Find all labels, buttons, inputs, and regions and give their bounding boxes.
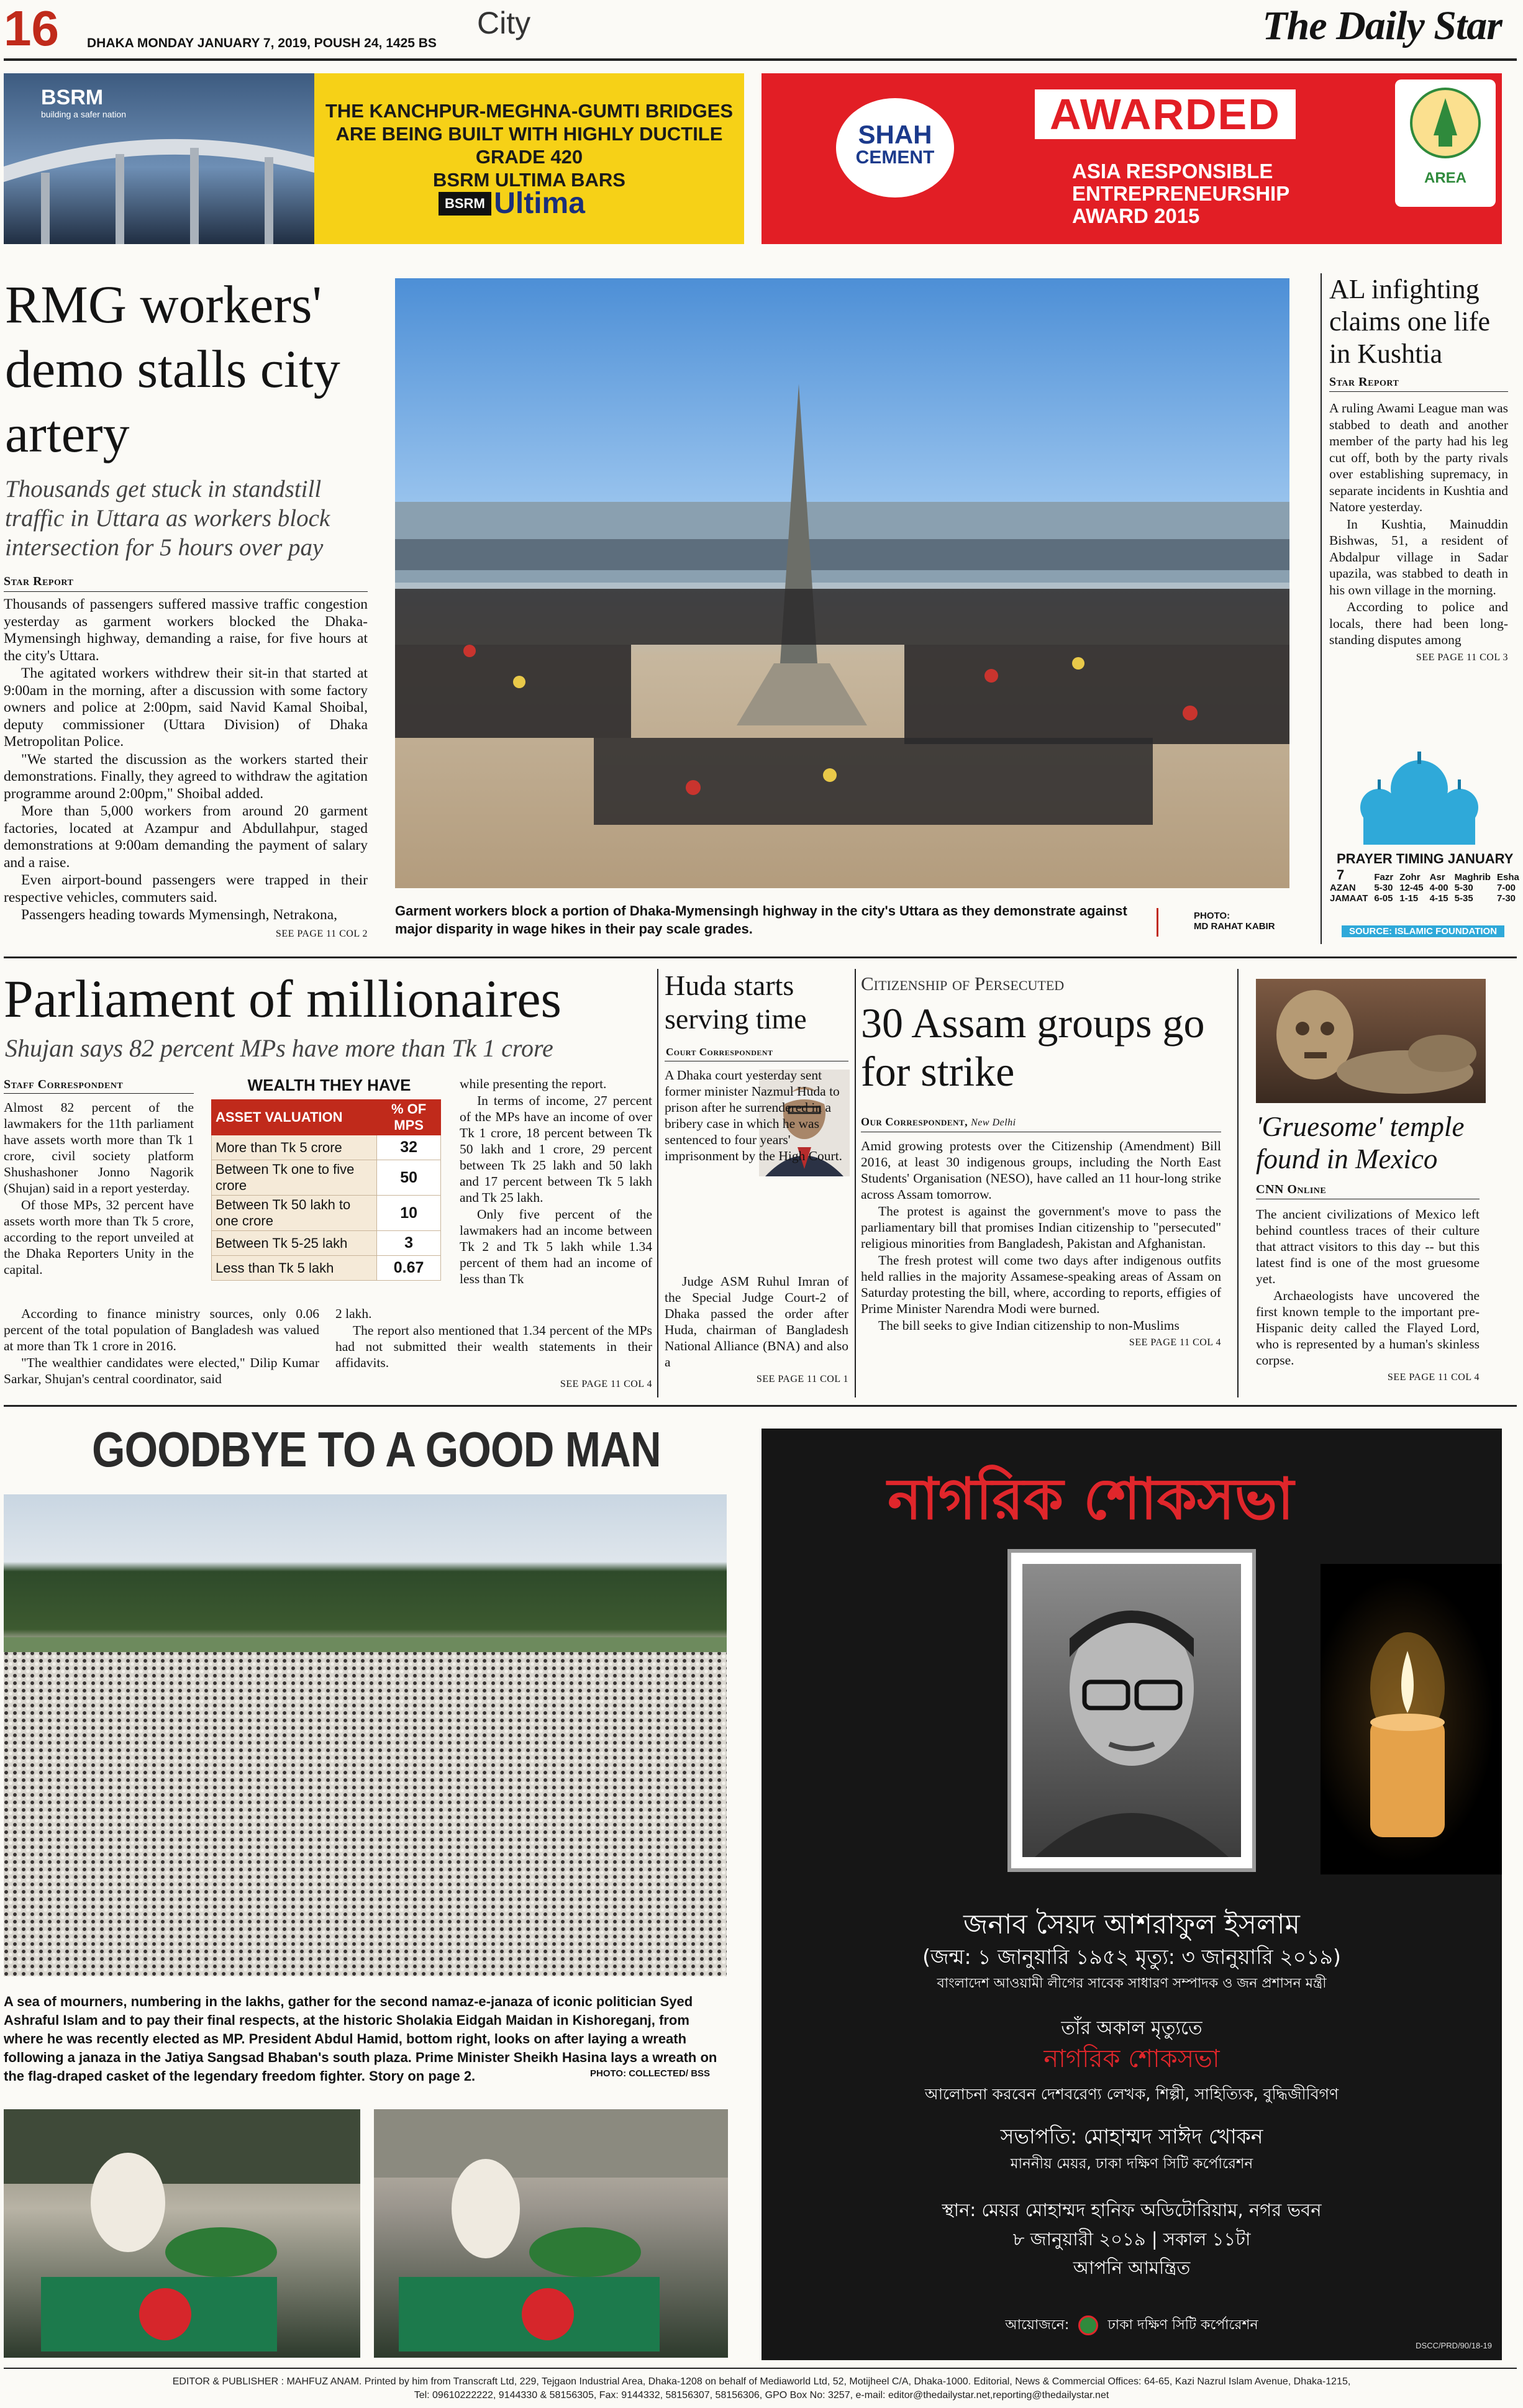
- shoksabha-organizer-line: [762, 2313, 1502, 2338]
- huda-column-rule: [657, 969, 658, 1397]
- prayer-title: PRAYER TIMING JANUARY 7: [1337, 851, 1514, 883]
- wealth-value: 50: [377, 1160, 441, 1196]
- shoksabha-organizer-label: আয়োজনে:: [1005, 2317, 1070, 2333]
- shah-logo-line1: SHAH: [858, 120, 932, 149]
- dateline: DHAKA MONDAY JANUARY 7, 2019, POUSH 24, 1425 BS: [87, 36, 437, 50]
- rmg-body: [4, 596, 368, 942]
- parliament-headline: Parliament of millionaires: [4, 969, 562, 1029]
- prayer-time: 5-30: [1454, 883, 1473, 893]
- kushtia-column-rule: [1321, 273, 1322, 944]
- prayer-jamaat-label: JAMAAT: [1330, 893, 1368, 904]
- wealth-table: [211, 1099, 441, 1281]
- award-line1: ASIA RESPONSIBLE: [1072, 160, 1273, 183]
- credit-bar: [1157, 908, 1158, 937]
- footer-line1: EDITOR & PUBLISHER : MAHFUZ ANAM. Printed by him from Transcraft Ltd, 229, Tejgaon Industrial Area, Dhaka-1208 on behalf of Mediaworld Ltd, 52, Motijheel C/A, Dhaka-1000. Editorial, News & Commercial Offices: 64-65, Kazi Nazrul Islam Avenue, Dhaka-1215,: [172, 2376, 1351, 2387]
- assam-headline: 30 Assam groups go for strike: [861, 999, 1205, 1095]
- prayer-time: 7-00: [1496, 883, 1516, 893]
- prayer-col: Asr: [1429, 872, 1445, 883]
- prayer-col: Maghrib: [1454, 872, 1491, 883]
- ultima-logo: [439, 186, 637, 224]
- wealth-value: 0.67: [377, 1256, 441, 1281]
- wealth-value: 3: [377, 1231, 441, 1256]
- parliament-col1: [4, 1099, 194, 1278]
- parliament-paragraph: Almost 82 percent of the lawmakers for the 11th parliament have assets worth more than Tk 1 crore, civil society platform Shushashoner Jonno Nagorik (Shujan) said in a report yesterday.: [4, 1100, 194, 1196]
- goodbye-credit: PHOTO: COLLECTED/ BSS: [590, 2068, 711, 2079]
- prayer-source: SOURCE: ISLAMIC FOUNDATION: [1342, 925, 1504, 937]
- table-row: [212, 1160, 441, 1196]
- huda-paragraph: A Dhaka court yesterday sent former minister Nazmul Huda to prison after he surrendered in a bribery case in which he was sentenced to four years' imprisonment by the High Court.: [665, 1068, 843, 1163]
- assam-dateline: New Delhi: [971, 1117, 1016, 1128]
- assam-byline-name: Our Correspondent,: [861, 1115, 968, 1128]
- huda-headline: Huda starts serving time: [665, 970, 807, 1035]
- parliament-deck: Shujan says 82 percent MPs have more than Tk 1 crore: [5, 1034, 553, 1062]
- shah-cement-ad[interactable]: [762, 73, 1502, 244]
- eidgah-janaza-photo: [4, 1494, 727, 1976]
- footer-line2: Tel: 09610222222, 9144330 & 58156305, Fax: 9144332, 58156307, 58156306, GPO Box No: 3257, e-mail: editor@thedailystar.net,reporting@thedailystar.net: [414, 2390, 1109, 2401]
- portrait-silhouette: [1022, 1564, 1241, 1857]
- assam-paragraph: The bill seeks to give Indian citizenship to non-Muslims: [878, 1318, 1180, 1333]
- assam-column-rule: [855, 969, 856, 1397]
- kushtia-byline-rule: [1329, 391, 1508, 392]
- bsrm-tagline: building a safer nation: [41, 109, 126, 119]
- prayer-time: 4-15: [1429, 893, 1448, 904]
- wealth-table-title: WEALTH THEY HAVE: [247, 1076, 411, 1094]
- huda-see-page[interactable]: SEE PAGE 11 COL 1: [756, 1374, 848, 1384]
- parliament-paragraph: 2 lakh.: [335, 1306, 372, 1321]
- wealth-label: More than Tk 5 crore: [212, 1135, 377, 1160]
- wealth-label: Between Tk 5-25 lakh: [212, 1231, 377, 1256]
- rmg-deck: Thousands get stuck in standstill traffic in Uttara as workers block intersection for 5 hours over pay: [5, 476, 330, 561]
- huda-byline: Court Correspondent: [666, 1046, 773, 1058]
- huda-body-top: [665, 1067, 843, 1165]
- mexico-temple-photo: [1256, 979, 1486, 1103]
- rmg-photo-caption: Garment workers block a portion of Dhaka-Mymensingh highway in the city's Uttara as they demonstrate against major disparity in wage hikes in their pay scale grades.: [395, 903, 1127, 937]
- shah-logo-line2: CEMENT: [855, 147, 935, 168]
- ultima-logo-bsrm: BSRM: [439, 192, 491, 216]
- rmg-byline: Star Report: [4, 575, 74, 588]
- prayer-time: 12-45: [1399, 883, 1424, 893]
- kushtia-see-page[interactable]: SEE PAGE 11 COL 3: [1416, 652, 1508, 663]
- shoksabha-role: বাংলাদেশ আওয়ামী লীগের সাবেক সাধারণ সম্পাদক ও জন প্রশাসন মন্ত্রী: [937, 1976, 1327, 1991]
- prayer-col: Zohr: [1399, 872, 1421, 883]
- stone-carving: [1256, 979, 1486, 1103]
- mexico-byline: CNN Online: [1256, 1183, 1327, 1196]
- rmg-paragraph: Thousands of passengers suffered massive traffic congestion yesterday as garment workers blocked the Dhaka-Mymensingh highway, demanding a raise, for five hours at the city's Uttara.: [4, 596, 368, 664]
- rmg-paragraph: The agitated workers withdrew their sit-in that started at 9:00am in the morning, after a discussion with some factory owners and police at 2:00pm, said Navid Kamal Shoibal, deputy commissioner (Uttara Division) of Dhaka Metropolitan Police.: [4, 665, 368, 750]
- assam-paragraph: The fresh protest will come two days after indigenous outfits held rallies in the majority Assamese-speaking areas of Assam on Saturday protesting the bill, where, according to reports, effigies of Prime Minister Narendra Modi were burned.: [861, 1253, 1221, 1316]
- shoksabha-line3: আলোচনা করবেন দেশবরেণ্য লেখক, শিল্পী, সাহিত্যিক, বুদ্ধিজীবিগণ: [924, 2085, 1339, 2103]
- mexico-paragraph: Archaeologists have uncovered the first known temple to the important pre-Hispanic deity called the Flayed Lord, who is represented by a human's skinless corpse.: [1256, 1288, 1480, 1368]
- prayer-col: Esha: [1496, 872, 1519, 883]
- area-logo-text: AREA: [1424, 170, 1466, 186]
- prayer-time: 5-30: [1374, 883, 1393, 893]
- prayer-time: 7-30: [1496, 893, 1516, 904]
- mexico-see-page[interactable]: SEE PAGE 11 COL 4: [1387, 1372, 1480, 1383]
- shoksabha-name: জনাব সৈয়দ আশরাফুল ইসলাম: [963, 1909, 1300, 1940]
- wealth-label: Between Tk 50 lakh to one crore: [212, 1196, 377, 1231]
- rmg-paragraph: Even airport-bound passengers were trapped in their respective vehicles, commuters said.: [4, 872, 368, 906]
- rmg-photo-credit: [1194, 911, 1275, 932]
- pm-wreath-photo: [4, 2109, 360, 2358]
- president-wreath-photo: [374, 2109, 728, 2358]
- table-row: [212, 1256, 441, 1281]
- assam-body: [861, 1138, 1221, 1351]
- kushtia-paragraph: In Kushtia, Mainuddin Bishwas, 51, a resident of Abdalpur village in Sadar upazila, was stabbed to death in his own village in the morning.: [1329, 516, 1508, 597]
- ultima-logo-text: Ultima: [494, 187, 585, 220]
- mexico-paragraph: The ancient civilizations of Mexico left behind countless traces of their culture that attract visitors to this day -- but this latest find is one of the most gruesome yet.: [1256, 1207, 1480, 1286]
- parliament-col2: [335, 1306, 652, 1371]
- shoksabha-code: DSCC/PRD/90/18-19: [1416, 2341, 1492, 2350]
- bridge-photo: [4, 73, 314, 244]
- uttara-protest-photo: [395, 278, 1289, 888]
- syed-ashraful-islam-portrait: [1022, 1564, 1241, 1857]
- parliament-paragraph: In terms of income, 27 percent of the MPs have an income of over Tk 1 crore, 18 percent between Tk 50 lakh and 1 crore, 29 percent between Tk 25 lakh and 50 lakh and 17 percent between Tk 5 lakh and Tk 25 lakh.: [460, 1093, 652, 1205]
- candle-icon: [1321, 1564, 1502, 1874]
- parliament-byline-rule: [4, 1093, 194, 1094]
- kushtia-paragraph: A ruling Awami League man was stabbed to death and another member of the party had his leg cut off, both by the party rivals over establishing supremacy, in separate incidents in Kushtia and Natore yesterday.: [1329, 401, 1508, 514]
- assam-paragraph: Amid growing protests over the Citizenship (Amendment) Bill 2016, at least 30 indigenous groups, including the North East Students' Organisation (NESO), have called an 11 hour-long strike across Assam tomorrow.: [861, 1138, 1221, 1202]
- footer-rule: [4, 2368, 1517, 2369]
- assam-byline: [861, 1115, 1016, 1129]
- parliament-col1-bottom: [4, 1306, 319, 1388]
- wealth-label: Between Tk one to five crore: [212, 1160, 377, 1196]
- assam-paragraph: The protest is against the government's move to pass the parliamentary bill that promises Indian citizenship to "persecuted" religious minorities from Bangladesh, Pakistan and Afghanistan.: [861, 1204, 1221, 1251]
- mexico-body: [1256, 1206, 1480, 1386]
- bsrm-headline: [314, 99, 744, 191]
- wealth-value: 10: [377, 1196, 441, 1231]
- goodbye-caption: A sea of mourners, numbering in the lakhs, gather for the second namaz-e-janaza of iconic politician Syed Ashraful Islam and to pay their final respects, at the historic Sholakia Eidgah Maidan in Kishoreganj, from where he was recently elected as MP. President Abdul Hamid, bottom right, looks on after laying a wreath following a janaza in the Jatiya Sangsad Bhaban's south plaza. Prime Minister Sheikh Hasina lays a wreath on the flag-draped casket of the legendary freedom fighter. Story on page 2.: [4, 1994, 717, 2084]
- shoksabha-title: নাগরিক শোকসভা: [887, 1466, 1294, 1532]
- wreath-scene-1: [4, 2109, 360, 2358]
- bsrm-headline-line2: ARE BEING BUILT WITH HIGHLY DUCTILE GRADE 420: [335, 123, 723, 168]
- section-label: City: [477, 6, 531, 40]
- rmg-photo-credit-label: PHOTO:: [1194, 911, 1230, 921]
- prayer-time: 1-15: [1399, 893, 1419, 904]
- parliament-paragraph: Only five percent of the lawmakers had an income between Tk 2 and Tk 5 lakh while 1.34 percent of them had an income of less than Tk: [460, 1207, 652, 1286]
- wealth-table-header: [212, 1100, 441, 1135]
- huda-body: [665, 1273, 848, 1388]
- parliament-paragraph: According to finance ministry sources, only 0.06 percent of the total population of Bangladesh was valued at more than Tk 1 crore in 2016.: [4, 1306, 319, 1353]
- goodbye-headline: GOODBYE TO A GOOD MAN: [92, 1422, 661, 1477]
- wealth-value: 32: [377, 1135, 441, 1160]
- shoksabha-dates: (জন্ম: ১ জানুয়ারি ১৯৫২ মৃত্যু: ৩ জানুয়ারি ২০১৯): [922, 1945, 1341, 1969]
- table-row: [212, 1231, 441, 1256]
- shoksabha-ad[interactable]: [762, 1429, 1502, 2360]
- kushtia-body: [1329, 400, 1508, 666]
- header-rule: [4, 58, 1517, 61]
- rmg-photo-credit-name: MD RAHAT KABIR: [1194, 921, 1275, 932]
- bsrm-brand: BSRM: [41, 86, 104, 109]
- parliament-paragraph: while presenting the report.: [460, 1076, 607, 1091]
- bsrm-headline-line3: BSRM ULTIMA BARS: [433, 169, 625, 191]
- rmg-paragraph: More than 5,000 workers from around 20 garment factories, located at Azampur and Abdullahpur, staged demonstrations at 9:00am demanding the payment of salary and a raise.: [4, 803, 368, 871]
- shoksabha-date-time: ৮ জানুয়ারী ২০১৯ | সকাল ১১টা: [1012, 2229, 1251, 2250]
- dscc-logo-icon: [1078, 2315, 1098, 2335]
- wealth-col-asset: ASSET VALUATION: [212, 1100, 377, 1135]
- shoksabha-venue: স্থান: মেয়র মোহাম্মদ হানিফ অডিটোরিয়াম, নগর ভবন: [942, 2199, 1322, 2220]
- award-name: [1072, 160, 1289, 227]
- wealth-label: Less than Tk 5 lakh: [212, 1256, 377, 1281]
- shoksabha-organizer: ঢাকা দক্ষিণ সিটি কর্পোরেশন: [1107, 2317, 1258, 2333]
- prayer-azan-row: [1327, 883, 1522, 893]
- assam-kicker: Citizenship of Persecuted: [861, 973, 1065, 994]
- parliament-paragraph: The report also mentioned that 1.34 percent of the MPs had not submitted their wealth statements in their affidavits.: [335, 1323, 652, 1370]
- parliament-paragraph: "The wealthier candidates were elected," Dilip Kumar Sarkar, Shujan's central coordinator, said: [4, 1355, 319, 1386]
- rmg-paragraph: Passengers heading towards Mymensingh, Netrakona,: [21, 907, 338, 923]
- parliament-paragraph: Of those MPs, 32 percent have assets worth more than Tk 5 crore, according to the report unveiled at the Dhaka Reporters Unity in the capital.: [4, 1197, 194, 1277]
- prayer-jamaat-row: [1327, 893, 1522, 904]
- rmg-paragraph: "We started the discussion as the workers started their demonstrations. Finally, they agreed to withdraw the agitation programme around 2:00pm," Shoibal added.: [4, 751, 368, 802]
- prayer-time: 5-35: [1454, 893, 1473, 904]
- protest-scene: [395, 278, 1289, 888]
- mexico-column-rule: [1237, 969, 1239, 1397]
- parliament-col3: [460, 1076, 652, 1288]
- page-number: 16: [4, 1, 59, 56]
- prayer-time: 6-05: [1374, 893, 1393, 904]
- shah-logo: [836, 98, 954, 198]
- award-line3: AWARD 2015: [1072, 204, 1200, 227]
- rmg-byline-rule: [4, 591, 368, 592]
- table-row: [212, 1196, 441, 1231]
- award-line2: ENTREPRENEURSHIP: [1072, 182, 1290, 205]
- crowd-scene: [4, 1494, 727, 1976]
- huda-paragraph: Judge ASM Ruhul Imran of the Special Judge Court-2 of Dhaka passed the order after Huda, chairman of Bangladesh National Alliance (BNA) and also a: [665, 1274, 848, 1370]
- bsrm-headline-line1: THE KANCHPUR-MEGHNA-GUMTI BRIDGES: [325, 100, 734, 122]
- shoksabha-chair: সভাপতি: মোহাম্মদ সাঈদ খোকন: [1000, 2124, 1263, 2148]
- wreath-scene-2: [374, 2109, 728, 2358]
- parliament-byline: Staff Correspondent: [4, 1078, 124, 1091]
- candle-panel: [1321, 1564, 1502, 1874]
- prayer-col: Fazr: [1374, 872, 1394, 883]
- section-rule-2: [4, 1405, 1517, 1407]
- masthead: The Daily Star: [1262, 3, 1502, 48]
- portrait-frame: [1007, 1549, 1256, 1872]
- awarded-label: AWARDED: [1035, 89, 1296, 139]
- kushtia-headline: AL infighting claims one life in Kushtia: [1329, 274, 1491, 369]
- shoksabha-invite: আপনি আমন্ত্রিত: [1073, 2257, 1191, 2278]
- assam-see-page[interactable]: SEE PAGE 11 COL 4: [1129, 1337, 1221, 1348]
- prayer-table: [1327, 872, 1522, 904]
- section-rule-1: [4, 956, 1517, 958]
- rmg-see-page[interactable]: SEE PAGE 11 COL 2: [275, 928, 368, 939]
- shoksabha-line2: নাগরিক শোকসভা: [1043, 2045, 1220, 2073]
- prayer-azan-label: AZAN: [1330, 883, 1356, 893]
- parliament-see-page[interactable]: SEE PAGE 11 COL 4: [560, 1379, 652, 1389]
- mosque-icon: [1348, 739, 1491, 845]
- rmg-headline: RMG workers' demo stalls city artery: [5, 275, 340, 463]
- table-row: [212, 1135, 441, 1160]
- shoksabha-line1: তাঁর অকাল মৃত্যুতে: [1061, 2017, 1202, 2039]
- footer-imprint: [0, 2375, 1523, 2402]
- prayer-time: 4-00: [1429, 883, 1448, 893]
- wealth-col-pct: % OF MPS: [377, 1100, 441, 1135]
- mexico-headline: 'Gruesome' temple found in Mexico: [1256, 1111, 1465, 1174]
- shoksabha-details: [762, 1907, 1502, 2338]
- area-award-logo: [1395, 80, 1496, 207]
- trophy-icon: [1395, 80, 1496, 166]
- kushtia-byline: Star Report: [1329, 375, 1399, 389]
- kushtia-paragraph: According to police and locals, there had been long-standing disputes among: [1329, 599, 1508, 647]
- prayer-header-row: [1327, 872, 1522, 883]
- bsrm-ad[interactable]: [4, 73, 744, 244]
- shoksabha-chair-title: মাননীয় মেয়র, ঢাকা দক্ষিণ সিটি কর্পোরেশন: [1010, 2156, 1253, 2172]
